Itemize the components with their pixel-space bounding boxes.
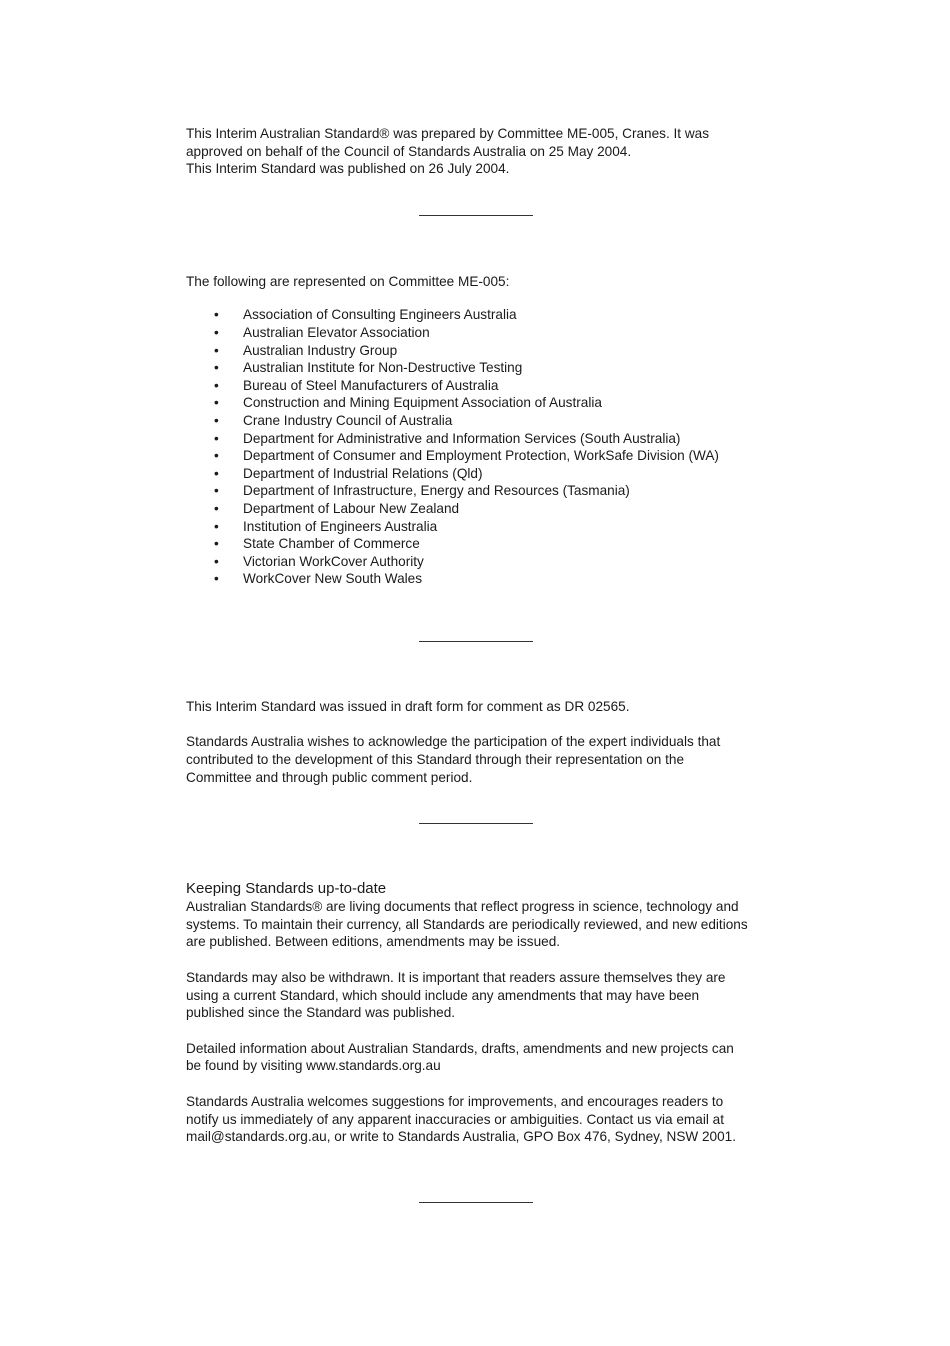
- list-item: • State Chamber of Commerce: [214, 536, 420, 552]
- withdrawn-paragraph: Standards may also be withdrawn. It is important that readers assure themselves they are using a current Standard, which should include any amendments that may have been published since the Standard was published.: [186, 970, 726, 1021]
- preparation-line-2: approved on behalf of the Council of Standards Australia on 25 May 2004.: [186, 143, 632, 159]
- bullet-icon: •: [214, 448, 219, 464]
- preparation-line-1: This Interim Australian Standard® was prepared by Committee ME-005, Cranes. It was: [186, 126, 710, 141]
- document-page: [186, 125, 776, 1203]
- list-item: • Australian Institute for Non-Destructive Testing: [214, 360, 523, 376]
- list-item: • Association of Consulting Engineers Australia: [214, 307, 517, 323]
- bullet-icon: •: [214, 324, 219, 340]
- publication-date-line: This Interim Standard was published on 26 July 2004.: [186, 161, 510, 177]
- bullet-icon: •: [214, 465, 219, 481]
- bullet-icon: •: [214, 360, 219, 376]
- list-item: • Department of Labour New Zealand: [214, 500, 460, 516]
- bullet-icon: •: [214, 377, 219, 393]
- bullet-icon: •: [214, 571, 219, 587]
- section-divider-1: [419, 215, 533, 216]
- bullet-icon: •: [214, 430, 219, 446]
- section-divider-4: [419, 1202, 533, 1203]
- section-divider-3: [419, 823, 533, 824]
- list-item: • Department for Administrative and Information Services (South Australia): [214, 430, 681, 446]
- committee-member-list: [186, 306, 776, 588]
- bullet-icon: •: [214, 553, 219, 569]
- bullet-icon: •: [214, 342, 219, 358]
- committee-intro: The following are represented on Committee ME-005:: [186, 273, 510, 289]
- list-item: • Australian Industry Group: [214, 342, 398, 358]
- list-item: • Australian Elevator Association: [214, 324, 430, 340]
- bullet-icon: •: [214, 500, 219, 516]
- preparation-paragraph: [186, 125, 776, 178]
- bullet-icon: •: [214, 395, 219, 411]
- section-divider-2: [419, 641, 533, 642]
- list-item: • Department of Industrial Relations (Qld): [214, 465, 483, 481]
- list-item: • Bureau of Steel Manufacturers of Australia: [214, 377, 499, 393]
- section-heading: Keeping Standards up-to-date: [186, 880, 387, 898]
- list-item: • Construction and Mining Equipment Association of Australia: [214, 395, 602, 411]
- website-info-paragraph: Detailed information about Australian Standards, drafts, amendments and new projects can be found by visiting www.standards.org.au: [186, 1040, 734, 1074]
- list-item: • Victorian WorkCover Authority: [214, 553, 424, 569]
- contact-paragraph: Standards Australia welcomes suggestions for improvements, and encourages readers to notify us immediately of any apparent inaccuracies or ambiguities. Contact us via email at mail@standards.org.au, or write to Standards Australia, GPO Box 476, Sydney, NSW 2001.: [186, 1094, 737, 1145]
- living-documents-paragraph: Australian Standards® are living documents that reflect progress in science, technology and systems. To maintain their currency, all Standards are periodically reviewed, and new editions are published. Between editions, amendments may be issued.: [186, 899, 748, 950]
- bullet-icon: •: [214, 518, 219, 534]
- bullet-icon: •: [214, 307, 219, 323]
- bullet-icon: •: [214, 536, 219, 552]
- list-item: • Crane Industry Council of Australia: [214, 412, 453, 428]
- list-item: • Department of Consumer and Employment Protection, WorkSafe Division (WA): [214, 448, 719, 464]
- acknowledgement-paragraph: Standards Australia wishes to acknowledge the participation of the expert individuals that contributed to the development of this Standard through their representation on the Committee and through public comment period.: [186, 734, 721, 785]
- bullet-icon: •: [214, 412, 219, 428]
- draft-issued-paragraph: This Interim Standard was issued in draft form for comment as DR 02565.: [186, 698, 630, 714]
- bullet-icon: •: [214, 483, 219, 499]
- list-item: • WorkCover New South Wales: [214, 571, 423, 587]
- list-item: • Institution of Engineers Australia: [214, 518, 438, 534]
- list-item: • Department of Infrastructure, Energy and Resources (Tasmania): [214, 483, 630, 499]
